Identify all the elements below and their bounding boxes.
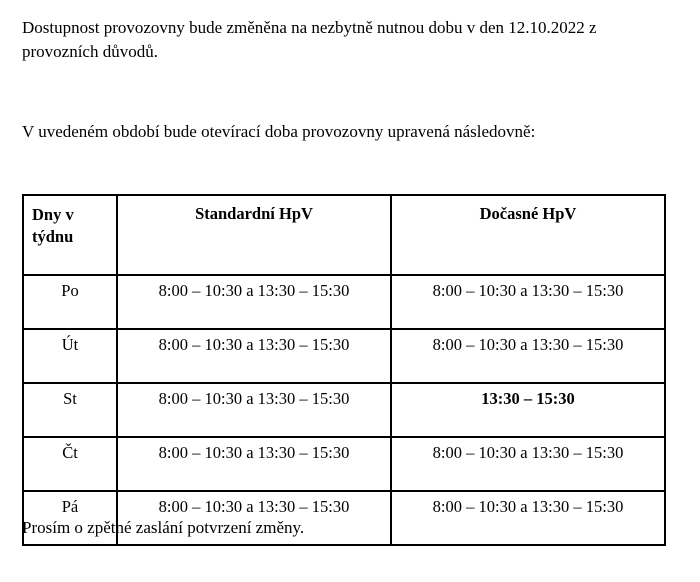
table-header-row bbox=[23, 195, 665, 275]
intro-paragraph: Dostupnost provozovny bude změněna na nezbytně nutnou dobu v den 12.10.2022 z provozních důvodů. bbox=[22, 18, 597, 61]
temporary-hours-cell: 8:00 – 10:30 a 13:30 – 15:30 bbox=[391, 275, 665, 329]
temporary-hours-cell: 13:30 – 15:30 bbox=[391, 383, 665, 437]
header-temporary-hours: Dočasné HpV bbox=[391, 195, 665, 275]
standard-hours-cell: 8:00 – 10:30 a 13:30 – 15:30 bbox=[117, 437, 391, 491]
period-note-paragraph: V uvedeném období bude otevírací doba provozovny upravená následovně: bbox=[22, 122, 536, 141]
standard-hours-cell: 8:00 – 10:30 a 13:30 – 15:30 bbox=[117, 383, 391, 437]
temporary-hours-cell: 8:00 – 10:30 a 13:30 – 15:30 bbox=[391, 329, 665, 383]
table-row bbox=[23, 437, 665, 491]
header-days-line1: Dny v bbox=[32, 205, 74, 224]
table-row bbox=[23, 275, 665, 329]
temporary-hours-cell: 8:00 – 10:30 a 13:30 – 15:30 bbox=[391, 437, 665, 491]
day-cell: Po bbox=[23, 275, 117, 329]
temporary-hours-cell: 8:00 – 10:30 a 13:30 – 15:30 bbox=[391, 491, 665, 545]
day-cell: Pá bbox=[23, 491, 117, 545]
header-days bbox=[23, 195, 117, 275]
table-row bbox=[23, 329, 665, 383]
day-cell: St bbox=[23, 383, 117, 437]
day-cell: Čt bbox=[23, 437, 117, 491]
standard-hours-cell: 8:00 – 10:30 a 13:30 – 15:30 bbox=[117, 275, 391, 329]
opening-hours-table bbox=[22, 194, 666, 546]
standard-hours-cell: 8:00 – 10:30 a 13:30 – 15:30 bbox=[117, 491, 391, 545]
day-cell: Út bbox=[23, 329, 117, 383]
closing-paragraph: Prosím o zpětné zaslání potvrzení změny. bbox=[22, 518, 305, 537]
table-row bbox=[23, 383, 665, 437]
standard-hours-cell: 8:00 – 10:30 a 13:30 – 15:30 bbox=[117, 329, 391, 383]
header-standard-hours: Standardní HpV bbox=[117, 195, 391, 275]
header-days-line2: týdnu bbox=[32, 227, 74, 246]
